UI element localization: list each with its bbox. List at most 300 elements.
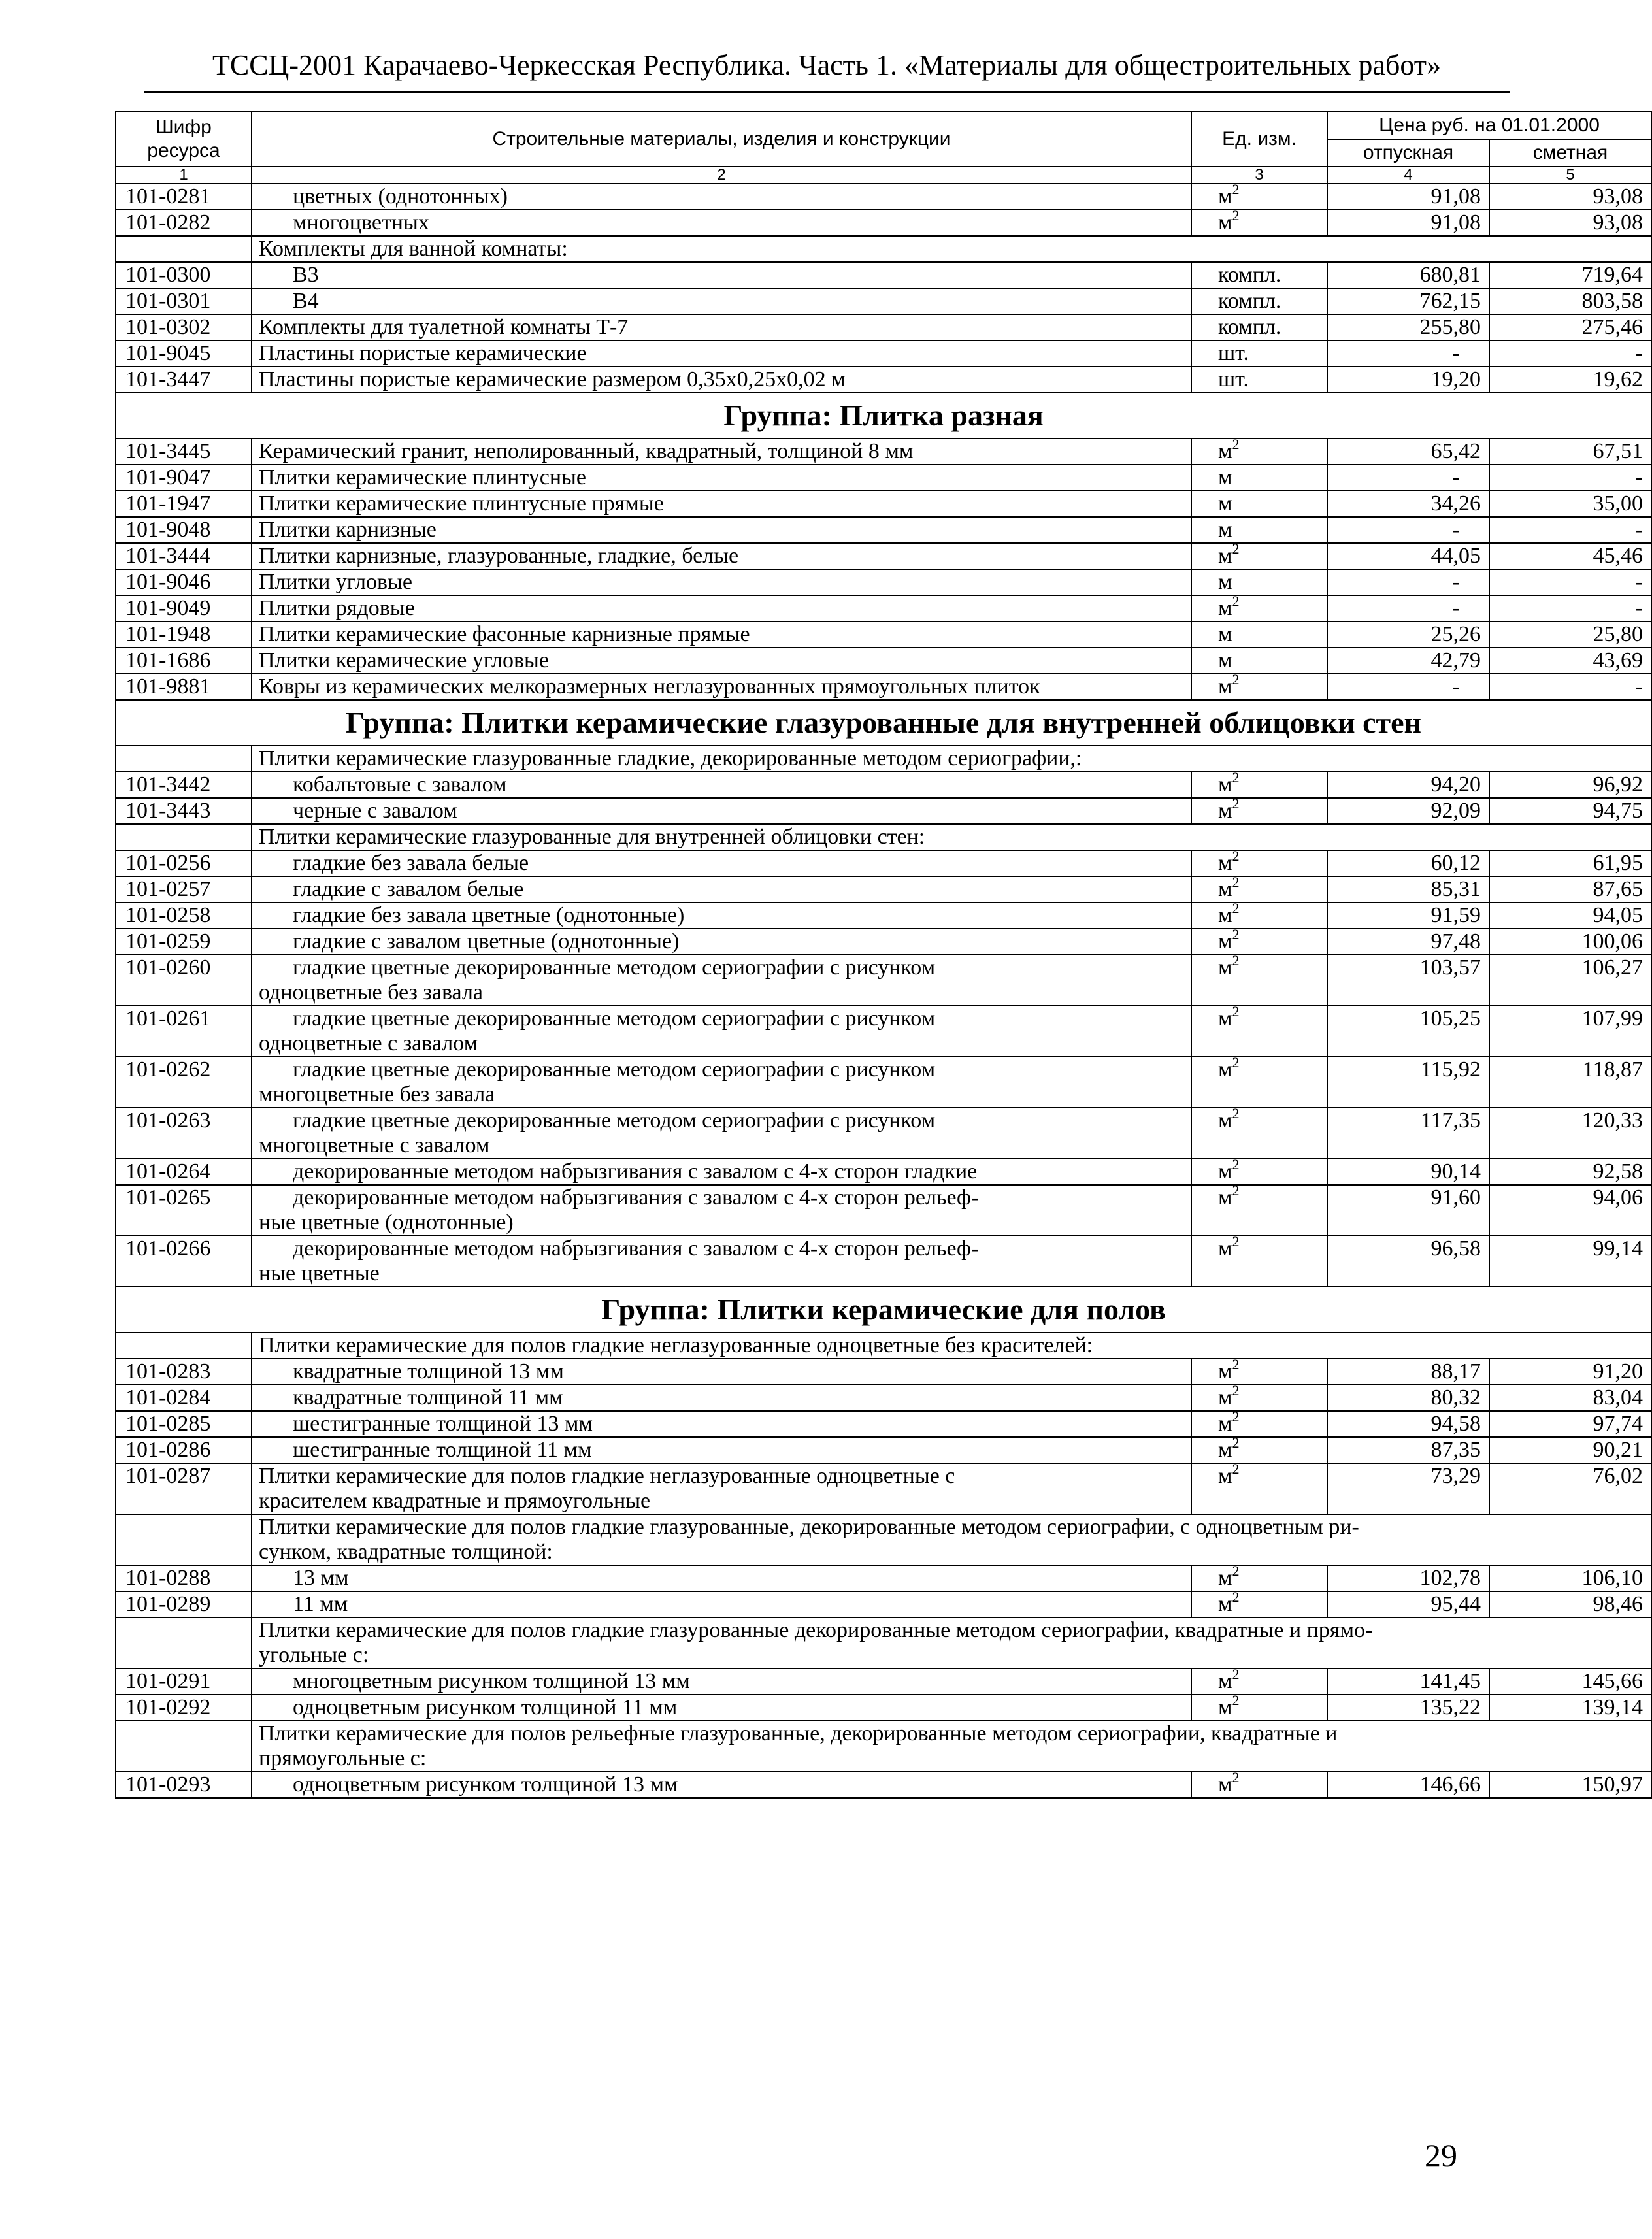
unit-text: м (1218, 439, 1232, 463)
table-row (116, 288, 1651, 314)
square-superscript: 2 (1232, 1769, 1240, 1785)
material-name (252, 1236, 1191, 1287)
material-name-line: гладкие цветные декорированные методом сериографии с рисунком (293, 1057, 936, 1082)
square-superscript: 2 (1232, 795, 1240, 812)
material-name (252, 1463, 1191, 1514)
material-name (252, 674, 1191, 700)
material-name (252, 955, 1191, 1006)
resource-code: 101-0288 (116, 1565, 252, 1591)
unit-of-measure (1191, 1233, 1327, 1287)
material-name-line: шестигранные толщиной 13 мм (293, 1412, 593, 1436)
estimate-price: 19,62 (1489, 367, 1651, 393)
square-superscript: 2 (1232, 1003, 1240, 1020)
release-price: 92,09 (1327, 798, 1489, 824)
release-price: 91,08 (1327, 184, 1489, 210)
material-name-line: шестигранные толщиной 11 мм (293, 1438, 592, 1462)
resource-code-empty (116, 1617, 252, 1668)
square-superscript: 2 (1232, 900, 1240, 916)
resource-code: 101-0281 (116, 184, 252, 210)
resource-code: 101-0260 (116, 955, 252, 1006)
resource-code: 101-0291 (116, 1668, 252, 1695)
table-row (116, 314, 1651, 340)
resource-code: 101-1686 (116, 648, 252, 674)
subheading-line: Плитки керамические глазурованные для внутренней облицовки стен: (259, 825, 925, 849)
estimate-price: 45,46 (1489, 543, 1651, 569)
material-name (252, 210, 1191, 236)
subheading-text (252, 1514, 1651, 1565)
material-name (252, 1108, 1191, 1159)
unit-of-measure (1191, 769, 1327, 798)
material-name-line: гладкие цветные декорированные методом сериографии с рисунком (293, 1108, 936, 1133)
running-header: ТССЦ-2001 Карачаево-Черкесская Республика. Часть 1. «Материалы для общестроительных работ» (212, 49, 1441, 81)
material-name-line: кобальтовые с завалом (293, 772, 507, 797)
material-name-line: декорированные методом набрызгивания с завалом с 4-х сторон рельеф- (293, 1186, 979, 1210)
material-name-line: 13 мм (293, 1566, 349, 1590)
table-row (116, 184, 1651, 210)
estimate-price: 139,14 (1489, 1695, 1651, 1721)
material-name-line: многоцветные с завалом (259, 1133, 490, 1157)
square-superscript: 2 (1232, 952, 1240, 969)
table-row (116, 1772, 1651, 1798)
unit-of-measure (1191, 262, 1327, 288)
table-row (116, 465, 1651, 491)
resource-code: 101-3444 (116, 543, 252, 569)
subheading-line: сунком, квадратные толщиной: (259, 1540, 553, 1564)
resource-code: 101-0301 (116, 288, 252, 314)
subheading-line: угольные с: (259, 1643, 369, 1667)
estimate-price: 118,87 (1489, 1057, 1651, 1108)
table-row (116, 1437, 1651, 1463)
resource-code: 101-0284 (116, 1385, 252, 1411)
release-price: 135,22 (1327, 1695, 1489, 1721)
estimate-price: 803,58 (1489, 288, 1651, 314)
material-name-line: Комплекты для туалетной комнаты Т-7 (259, 315, 629, 339)
column-number: 1 (116, 167, 252, 184)
resource-code: 101-0292 (116, 1695, 252, 1721)
unit-text: м (1218, 1566, 1232, 1590)
square-superscript: 2 (1232, 874, 1240, 890)
unit-text: м (1218, 851, 1232, 875)
estimate-price: 106,27 (1489, 955, 1651, 1006)
col-header-code: Шифр ресурса (116, 112, 252, 167)
table-row (116, 772, 1651, 798)
estimate-price: 93,08 (1489, 184, 1651, 210)
unit-of-measure (1191, 465, 1327, 491)
subheading-line: Плитки керамические для полов рельефные глазурованные, декорированные методом сериографии, квадратные и (259, 1721, 1338, 1746)
material-name-line: Плитки угловые (259, 570, 412, 594)
release-price: 105,25 (1327, 1006, 1489, 1057)
unit-of-measure (1191, 1668, 1327, 1695)
table-row (116, 798, 1651, 824)
column-number: 2 (252, 167, 1191, 184)
table-row (116, 340, 1651, 367)
unit-of-measure (1191, 1463, 1327, 1514)
subheading-line: прямоугольные с: (259, 1746, 427, 1770)
material-name (252, 367, 1191, 393)
estimate-price: - (1489, 569, 1651, 595)
release-price: 115,92 (1327, 1057, 1489, 1108)
col-header-price-group: Цена руб. на 01.01.2000 (1327, 112, 1651, 139)
material-name (252, 903, 1191, 929)
unit-of-measure (1191, 1105, 1327, 1159)
unit-of-measure (1191, 1591, 1327, 1617)
release-price: 762,15 (1327, 288, 1489, 314)
group-heading-row (116, 700, 1651, 746)
release-price: 94,20 (1327, 772, 1489, 798)
release-price: 80,32 (1327, 1385, 1489, 1411)
material-name-line: многоцветным рисунком толщиной 13 мм (293, 1669, 690, 1693)
release-price: 94,58 (1327, 1411, 1489, 1437)
resource-code-empty (116, 1514, 252, 1565)
unit-of-measure (1191, 850, 1327, 876)
resource-code: 101-0287 (116, 1463, 252, 1514)
unit-of-measure (1191, 1003, 1327, 1057)
unit-of-measure (1191, 1692, 1327, 1721)
unit-text: м (1218, 1592, 1232, 1616)
estimate-price: 150,97 (1489, 1772, 1651, 1798)
release-price: 95,44 (1327, 1591, 1489, 1617)
square-superscript: 2 (1232, 1356, 1240, 1372)
table-row (116, 1668, 1651, 1695)
unit-text: компл. (1218, 263, 1281, 287)
table-row (116, 1185, 1651, 1236)
material-name (252, 491, 1191, 517)
release-price: 73,29 (1327, 1463, 1489, 1514)
unit-text: м (1218, 955, 1232, 980)
release-price: 91,59 (1327, 903, 1489, 929)
unit-of-measure (1191, 648, 1327, 674)
resource-code: 101-0256 (116, 850, 252, 876)
subheading-row (116, 1617, 1651, 1668)
table-row (116, 876, 1651, 903)
material-name-line: Керамический гранит, неполированный, квадратный, толщиной 8 мм (259, 439, 914, 463)
unit-of-measure (1191, 436, 1327, 465)
table-row (116, 903, 1651, 929)
release-price: 42,79 (1327, 648, 1489, 674)
subheading-row (116, 746, 1651, 772)
unit-of-measure (1191, 340, 1327, 367)
material-name-line: цветных (однотонных) (293, 184, 508, 208)
table-row (116, 1006, 1651, 1057)
release-price: 680,81 (1327, 262, 1489, 288)
unit-text: м (1218, 674, 1232, 699)
column-number: 3 (1191, 167, 1327, 184)
unit-text: м (1218, 1057, 1232, 1082)
material-name (252, 929, 1191, 955)
unit-of-measure (1191, 926, 1327, 955)
unit-text: м (1218, 622, 1232, 646)
material-name-line: гладкие с завалом белые (293, 877, 524, 901)
table-row (116, 850, 1651, 876)
material-name-line: гладкие с завалом цветные (однотонные) (293, 929, 680, 954)
material-name (252, 517, 1191, 543)
resource-code: 101-9881 (116, 674, 252, 700)
table-row (116, 543, 1651, 569)
unit-text: м (1218, 1385, 1232, 1410)
material-name-line: одноцветным рисунком толщиной 11 мм (293, 1695, 678, 1719)
material-name-line: Плитки керамические для полов гладкие неглазурованные одноцветные с (259, 1464, 955, 1488)
estimate-price: 99,14 (1489, 1236, 1651, 1287)
material-name-line: Пластины пористые керамические (259, 341, 587, 365)
group-heading: Группа: Плитки керамические глазурованные для внутренней облицовки стен (116, 700, 1651, 746)
col-header-estimate-price: сметная (1489, 139, 1651, 167)
estimate-price: - (1489, 517, 1651, 543)
unit-text: м (1218, 1359, 1232, 1384)
unit-text: м (1218, 648, 1232, 672)
estimate-price: 719,64 (1489, 262, 1651, 288)
square-superscript: 2 (1232, 926, 1240, 942)
unit-text: компл. (1218, 315, 1281, 339)
unit-text: м (1218, 596, 1232, 620)
square-superscript: 2 (1232, 1666, 1240, 1682)
release-price: 102,78 (1327, 1565, 1489, 1591)
material-name-line: Плитки рядовые (259, 596, 415, 620)
unit-text: м (1218, 518, 1232, 542)
unit-of-measure (1191, 288, 1327, 314)
release-price: - (1327, 340, 1489, 367)
square-superscript: 2 (1232, 1692, 1240, 1708)
estimate-price: - (1489, 465, 1651, 491)
material-name-line: 11 мм (293, 1592, 348, 1616)
estimate-price: 96,92 (1489, 772, 1651, 798)
unit-text: м (1218, 1464, 1232, 1488)
resource-code: 101-0258 (116, 903, 252, 929)
release-price: 91,08 (1327, 210, 1489, 236)
material-name-line: одноцветные с завалом (259, 1031, 478, 1055)
unit-text: м (1218, 544, 1232, 568)
estimate-price: 94,05 (1489, 903, 1651, 929)
table-row (116, 439, 1651, 465)
material-name (252, 543, 1191, 569)
release-price: 117,35 (1327, 1108, 1489, 1159)
material-name-line: декорированные методом набрызгивания с завалом с 4-х сторон рельеф- (293, 1236, 979, 1261)
table-row (116, 955, 1651, 1006)
material-name-line: Пластины пористые керамические размером 0,35х0,25х0,02 м (259, 367, 846, 391)
material-name (252, 850, 1191, 876)
material-name-line: Плитки карнизные (259, 518, 437, 542)
material-name (252, 1159, 1191, 1185)
release-price: 141,45 (1327, 1668, 1489, 1695)
table-row (116, 1591, 1651, 1617)
resource-code: 101-9046 (116, 569, 252, 595)
resource-code: 101-0261 (116, 1006, 252, 1057)
price-table-wrapper (115, 111, 1644, 1799)
estimate-price: 275,46 (1489, 314, 1651, 340)
subheading-text (252, 1721, 1651, 1772)
table-row (116, 1565, 1651, 1591)
table-row (116, 1411, 1651, 1437)
resource-code: 101-3445 (116, 439, 252, 465)
unit-text: м (1218, 772, 1232, 797)
table-header-row (116, 112, 1651, 139)
square-superscript: 2 (1232, 1461, 1240, 1477)
group-heading-row (116, 393, 1651, 439)
resource-code: 101-0262 (116, 1057, 252, 1108)
material-name (252, 439, 1191, 465)
resource-code-empty (116, 1333, 252, 1359)
release-price: 96,58 (1327, 1236, 1489, 1287)
unit-text: м (1218, 184, 1232, 208)
material-name-line: многоцветные без завала (259, 1082, 495, 1106)
resource-code: 101-1947 (116, 491, 252, 517)
estimate-price: 94,06 (1489, 1185, 1651, 1236)
resource-code: 101-3442 (116, 772, 252, 798)
table-row (116, 1463, 1651, 1514)
estimate-price: - (1489, 340, 1651, 367)
table-row (116, 262, 1651, 288)
square-superscript: 2 (1232, 1408, 1240, 1425)
unit-of-measure (1191, 517, 1327, 543)
release-price: 88,17 (1327, 1359, 1489, 1385)
group-heading: Группа: Плитка разная (116, 393, 1651, 439)
square-superscript: 2 (1232, 436, 1240, 452)
column-numbers-row (116, 167, 1651, 184)
estimate-price: 61,95 (1489, 850, 1651, 876)
column-number: 5 (1489, 167, 1651, 184)
square-superscript: 2 (1232, 1233, 1240, 1250)
unit-text: шт. (1218, 367, 1249, 391)
unit-text: м (1218, 903, 1232, 927)
table-row (116, 674, 1651, 700)
material-name (252, 262, 1191, 288)
release-price: 34,26 (1327, 491, 1489, 517)
release-price: - (1327, 569, 1489, 595)
estimate-price: - (1489, 674, 1651, 700)
release-price: 85,31 (1327, 876, 1489, 903)
unit-text: шт. (1218, 341, 1249, 365)
material-name-line: многоцветных (293, 210, 429, 235)
unit-of-measure (1191, 1356, 1327, 1385)
resource-code: 101-0282 (116, 210, 252, 236)
estimate-price: 67,51 (1489, 439, 1651, 465)
resource-code-empty (116, 746, 252, 772)
material-name (252, 184, 1191, 210)
square-superscript: 2 (1232, 769, 1240, 786)
table-row (116, 1057, 1651, 1108)
col-header-unit: Ед. изм. (1191, 112, 1327, 167)
unit-text: м (1218, 1412, 1232, 1436)
estimate-price: 93,08 (1489, 210, 1651, 236)
table-row (116, 367, 1651, 393)
material-name (252, 1411, 1191, 1437)
unit-of-measure (1191, 1054, 1327, 1108)
resource-code: 101-3447 (116, 367, 252, 393)
subheading-text (252, 824, 1651, 850)
release-price: 65,42 (1327, 439, 1489, 465)
unit-of-measure (1191, 952, 1327, 1006)
subheading-line: Плитки керамические глазурованные гладкие, декорированные методом сериографии,: (259, 746, 1082, 771)
header-rule (144, 91, 1510, 93)
unit-of-measure (1191, 1437, 1327, 1463)
unit-text: м (1218, 1108, 1232, 1133)
unit-text: м (1218, 570, 1232, 594)
page-number: 29 (1425, 2137, 1457, 2174)
material-name-line: Плитки керамические угловые (259, 648, 549, 672)
resource-code-empty (116, 236, 252, 262)
resource-code: 101-0283 (116, 1359, 252, 1385)
unit-text: м (1218, 465, 1232, 489)
square-superscript: 2 (1232, 1382, 1240, 1399)
subheading-line: Плитки керамические для полов гладкие глазурованные декорированные методом сериографии, квадратные и прямо- (259, 1618, 1373, 1642)
table-row (116, 1159, 1651, 1185)
unit-text: м (1218, 1669, 1232, 1693)
group-heading-row (116, 1287, 1651, 1333)
square-superscript: 2 (1232, 181, 1240, 197)
unit-text: м (1218, 929, 1232, 954)
material-name (252, 772, 1191, 798)
estimate-price: 76,02 (1489, 1463, 1651, 1514)
material-name (252, 595, 1191, 622)
estimate-price: 87,65 (1489, 876, 1651, 903)
resource-code: 101-9049 (116, 595, 252, 622)
unit-text: м (1218, 1006, 1232, 1031)
table-row (116, 1236, 1651, 1287)
estimate-price: 120,33 (1489, 1108, 1651, 1159)
material-name-line: одноцветным рисунком толщиной 13 мм (293, 1772, 678, 1797)
material-name (252, 648, 1191, 674)
unit-of-measure (1191, 1565, 1327, 1591)
column-number: 4 (1327, 167, 1489, 184)
material-name-line: гладкие цветные декорированные методом сериографии с рисунком (293, 955, 936, 980)
unit-of-measure (1191, 314, 1327, 340)
material-name-line: декорированные методом набрызгивания с завалом с 4-х сторон гладкие (293, 1159, 978, 1184)
resource-code: 101-0263 (116, 1108, 252, 1159)
material-name (252, 314, 1191, 340)
material-name (252, 1437, 1191, 1463)
material-name-line: Ковры из керамических мелкоразмерных неглазурованных прямоугольных плиток (259, 674, 1040, 699)
unit-of-measure (1191, 207, 1327, 236)
table-row (116, 1108, 1651, 1159)
release-price: 97,48 (1327, 929, 1489, 955)
unit-text: м (1218, 1159, 1232, 1184)
material-name-line: гладкие цветные декорированные методом сериографии с рисунком (293, 1006, 936, 1031)
release-price: 255,80 (1327, 314, 1489, 340)
material-name-line: квадратные толщиной 13 мм (293, 1359, 564, 1384)
resource-code: 101-0266 (116, 1236, 252, 1287)
unit-text: м (1218, 491, 1232, 516)
material-name (252, 288, 1191, 314)
material-name-line: гладкие без завала белые (293, 851, 529, 875)
square-superscript: 2 (1232, 540, 1240, 557)
resource-code: 101-0289 (116, 1591, 252, 1617)
square-superscript: 2 (1232, 1589, 1240, 1605)
unit-of-measure (1191, 595, 1327, 622)
resource-code: 101-0259 (116, 929, 252, 955)
resource-code: 101-0286 (116, 1437, 252, 1463)
material-name (252, 1359, 1191, 1385)
estimate-price: 91,20 (1489, 1359, 1651, 1385)
table-row (116, 648, 1651, 674)
table-row (116, 622, 1651, 648)
col-header-name: Строительные материалы, изделия и конструкции (252, 112, 1191, 167)
resource-code: 101-0302 (116, 314, 252, 340)
subheading-line: Комплекты для ванной комнаты: (259, 237, 568, 261)
unit-of-measure (1191, 622, 1327, 648)
square-superscript: 2 (1232, 1156, 1240, 1172)
subheading-text (252, 236, 1651, 262)
table-row (116, 517, 1651, 543)
material-name-line: Плитки керамические плинтусные прямые (259, 491, 664, 516)
unit-text: м (1218, 210, 1232, 235)
table-row (116, 1359, 1651, 1385)
unit-of-measure (1191, 1769, 1327, 1798)
material-name (252, 876, 1191, 903)
estimate-price: - (1489, 595, 1651, 622)
square-superscript: 2 (1232, 848, 1240, 864)
table-row (116, 595, 1651, 622)
col-header-release-price: отпускная (1327, 139, 1489, 167)
square-superscript: 2 (1232, 1182, 1240, 1199)
